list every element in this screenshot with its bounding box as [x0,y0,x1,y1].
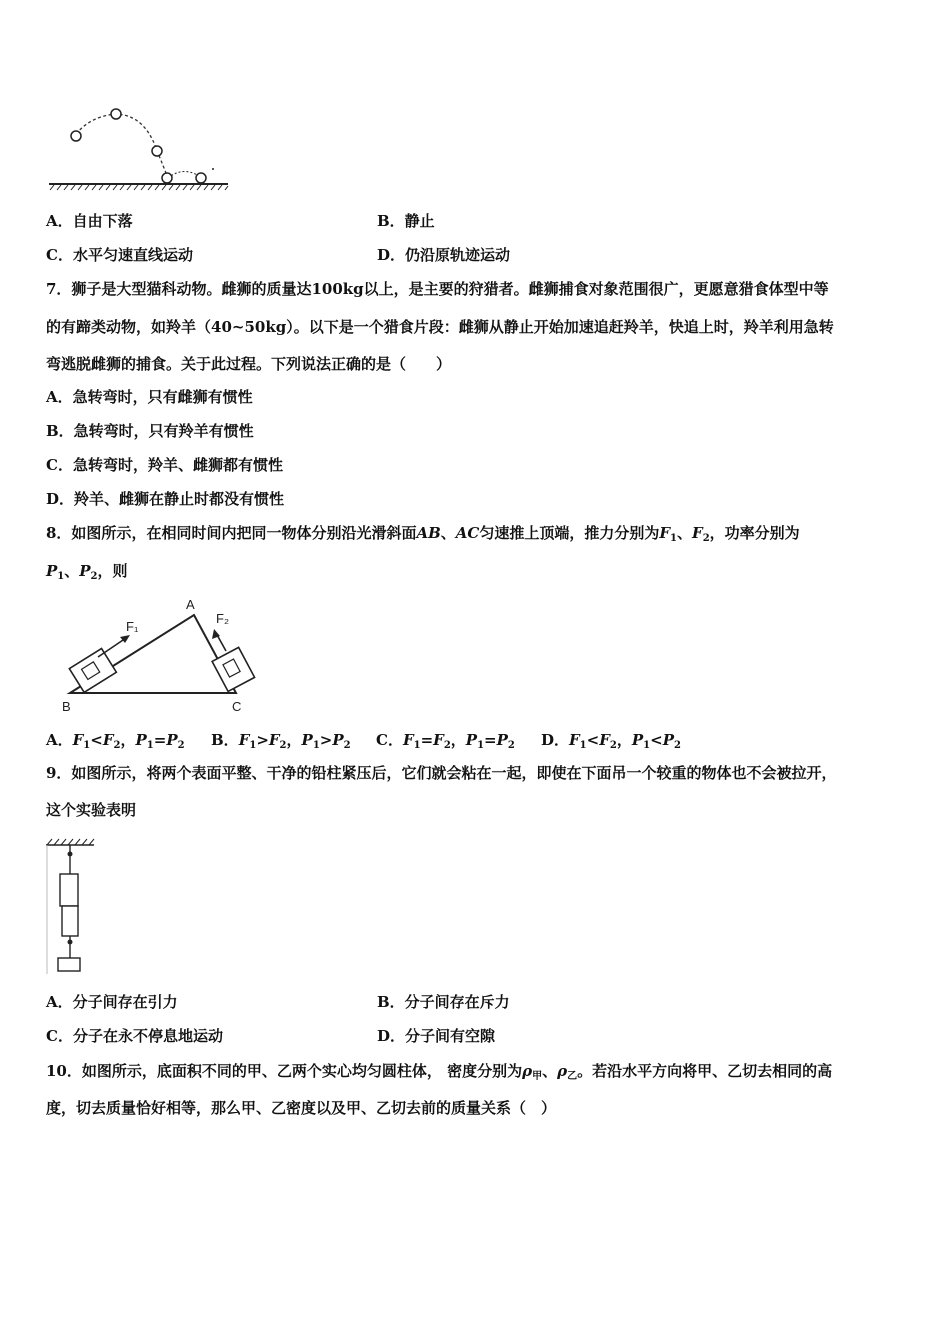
q9-option-c: C．分子在永不停息地运动 [46,1027,223,1045]
q9-figure [44,836,99,976]
q9-option-b: B．分子间存在斥力 [377,993,510,1011]
q9-option-a: A．分子间存在引力 [46,993,178,1011]
q6-option-c: C．水平匀速直线运动 [46,246,193,264]
lead-cylinder-top [60,874,78,906]
q7-option-c: C．急转弯时，羚羊、雌狮都有惯性 [46,456,283,474]
dot [212,168,214,170]
q9-line-1: 9．如图所示，将两个表面平整、干净的铅柱紧压后，它们就会粘在一起，即使在下面吊一个较重的物体也不会被拉开， [46,764,837,782]
label-a: A [186,597,195,612]
q8-option-c: C．$F_1=F_2$，$P_1=P_2$ [376,731,515,751]
q8-option-d: D．$F_1<F_2$，$P_1<P_2$ [541,731,681,751]
ball-1 [71,131,81,141]
ceiling-hatching [46,839,94,845]
q6-option-b: B．静止 [377,212,435,230]
label-f1: F₁ [126,619,139,634]
ground-hatching [49,184,228,190]
q7-line-3: 弯逃脱雌狮的捕食。关于此过程。下列说法正确的是（ ） [46,355,452,373]
ball-4 [162,173,172,183]
q10-line-2: 度，切去质量恰好相等，那么甲、乙密度以及甲、乙切去前的质量关系（ ） [46,1099,557,1117]
lead-cylinder-bottom [62,906,78,936]
q8-option-a: A．$F_1<F_2$，$P_1=P_2$ [46,731,185,751]
q9-line-2: 这个实验表明 [46,801,137,819]
q9-option-d: D．分子间有空隙 [377,1027,496,1045]
q8-figure [46,595,286,720]
q7-option-d: D．羚羊、雌狮在静止时都没有惯性 [46,490,285,508]
weight-block [58,958,80,971]
ball-3 [152,146,162,156]
q7-option-b: B．急转弯时，只有羚羊有惯性 [46,422,254,440]
q8-line-1: 8．如图所示，在相同时间内把同一物体分别沿光滑斜面AB、AC匀速推上顶端，推力分别为$F_1$、$F_2$，功率分别为 [46,524,800,544]
q7-option-a: A．急转弯时，只有雌狮有惯性 [46,388,253,406]
label-f2: F₂ [216,611,229,626]
label-b: B [62,699,71,714]
arrow-f1 [98,638,126,657]
q6-figure [46,100,236,195]
label-c: C [232,699,242,714]
q6-option-a: A．自由下落 [46,212,133,230]
ball-5 [196,173,206,183]
q7-line-1: 7．狮子是大型猫科动物。雌狮的质量达100kg以上，是主要的狩猎者。雌狮捕食对象范围很广，更愿意猎食体型中等 [46,280,829,298]
q6-option-d: D．仍沿原轨迹运动 [377,246,511,264]
q7-line-2: 的有蹄类动物，如羚羊（40~50kg）。以下是一个猎食片段：雌狮从静止开始加速追赶羚羊，快追上时，羚羊利用急转 [46,318,834,336]
q8-option-b: B．$F_1>F_2$，$P_1>P_2$ [211,731,351,751]
q8-line-2: $P_1$、$P_2$，则 [46,562,128,582]
ball-2 [111,109,121,119]
q10-line-1: 10．如图所示，底面积不同的甲、乙两个实心均匀圆柱体， 密度分别为$\rho_甲$、$\rho_乙$。若沿水平方向将甲、乙切去相同的高 [46,1062,833,1082]
